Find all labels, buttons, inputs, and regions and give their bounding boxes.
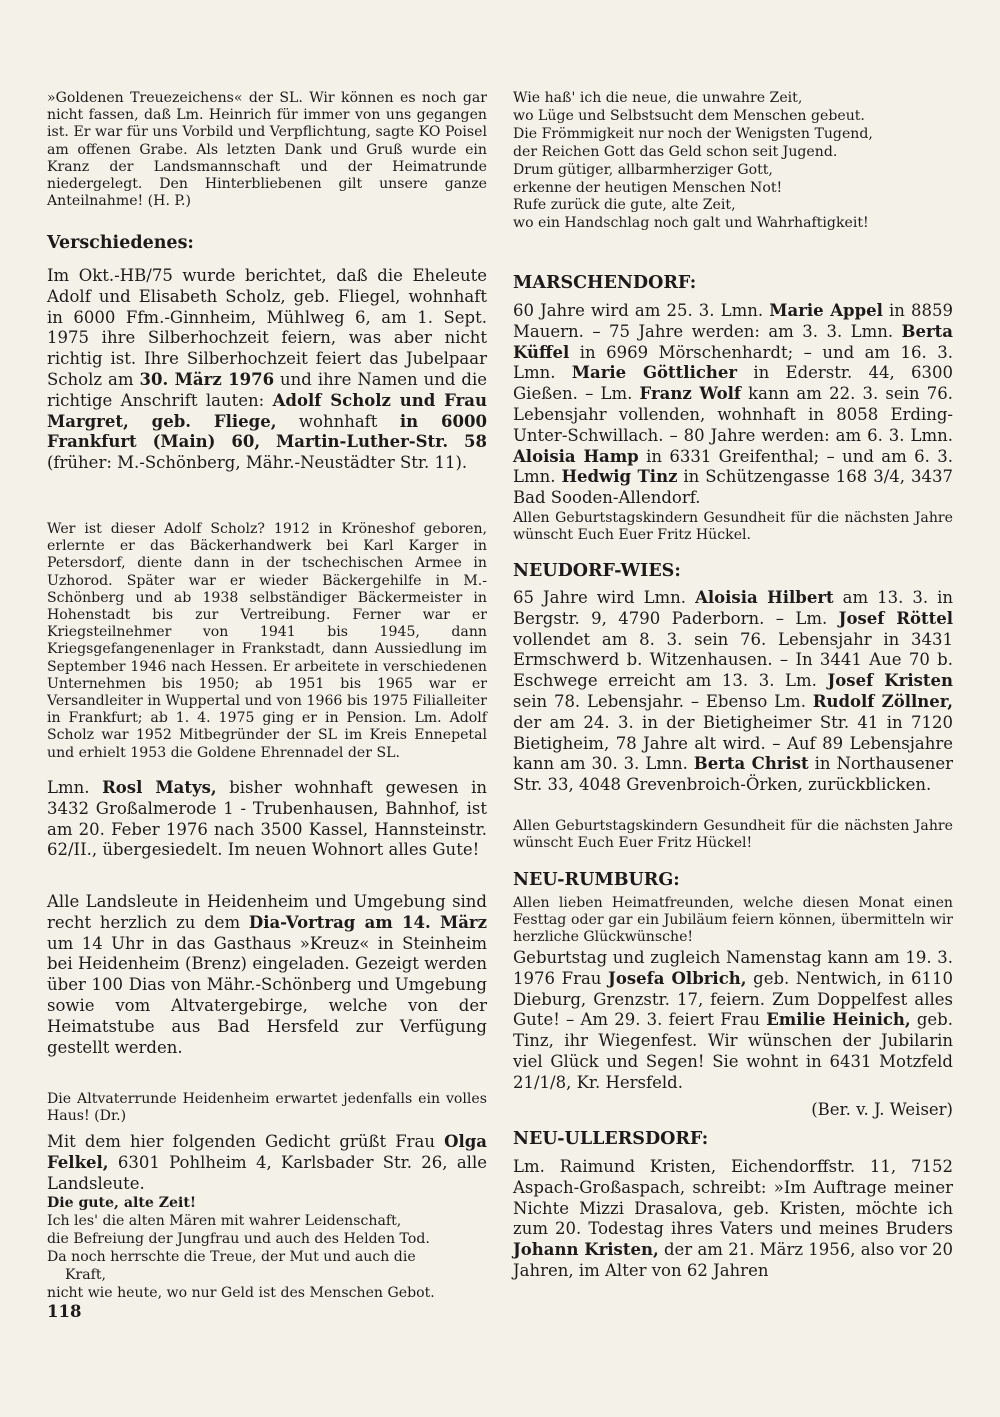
neudorf-wies-paragraph: 65 Jahre wird Lmn. Aloisia Hilbert am 13. 3. in Bergstr. 9, 4790 Paderborn. – Lm. Josef Röttel vollendet am 8. 3. sein 76. Lebensjahr in 3431 Ermschwerd b. Witzenhausen. – In 3441 Aue 70 b. Eschwege erreicht am 13. 3. Lm. Josef Kristen sein 78. Lebensjahr. – Ebenso Lm. Rudolf Zöllner, der am 24. 3. in der Bietigheimer Str. 41 in 7120 Bietigheim, 78 Jahre alt wird. – Auf 89 Lebensjahre kann am 30. 3. Lmn. Berta Christ in Northausener Str. 33, 4048 Grevenbroich-Örken, zurückblicken.: [513, 588, 954, 795]
poem-line: nicht wie heute, wo nur Geld ist des Menschen Gebot.: [47, 1284, 435, 1301]
poem-line: Drum gütiger, allbarmherziger Gott,: [513, 161, 773, 178]
section-heading-verschiedenes: Verschiedenes:: [47, 233, 194, 253]
neudorf-wies-greeting: Allen Geburtstagskindern Gesundheit für die nächsten Jahre wünscht Euch Euer Fritz Hückel!: [513, 818, 953, 852]
section-heading-neu-rumburg: NEU-RUMBURG:: [513, 870, 680, 890]
scholz-biography: Wer ist dieser Adolf Scholz? 1912 in Kröneshof geboren, erlernte er das Bäckerhandwerk bei Karl Karger in Petersdorf, diente dann in der tschechischen Armee in Uzhorod. Später war er wieder Bäckergehilfe in M.-Schönberg und ab 1938 selbständiger Bäckermeister in Hohenstadt bis zur Vertreibung. Ferner war er Kriegsteilnehmer von 1941 bis 1945, dann Kriegsgefangenenlager in Frankstadt, dann Aussiedlung im September 1946 nach Hessen. Er arbeitete in verschiedenen Unternehmen bis 1950; ab 1951 bis 1965 war er Versandleiter in Wuppertal und von 1966 bis 1975 Filialleiter in Frankfurt; ab 1. 4. 1975 ging er in Pension. Lm. Adolf Scholz war 1952 Mitbegründer der SL im Kreis Ennepetal und erhielt 1953 die Goldene Ehrennadel der SL.: [47, 521, 487, 761]
poem-title: Die gute, alte Zeit!: [47, 1195, 197, 1211]
poem-block-right: [513, 90, 953, 233]
marschendorf-greeting: Allen Geburtstagskindern Gesundheit für die nächsten Jahre wünscht Euch Euer Fritz Hückel.: [513, 510, 953, 544]
gedicht-intro: Mit dem hier folgenden Gedicht grüßt Frau Olga Felkel, 6301 Pohlheim 4, Karlsbader Str. 26, alle Landsleute.: [47, 1132, 487, 1193]
section-heading-marschendorf: MARSCHENDORF:: [513, 273, 697, 293]
dia-vortrag-note: Die Altvaterrunde Heidenheim erwartet jedenfalls ein volles Haus! (Dr.): [47, 1091, 487, 1125]
poem-block-left: [47, 1195, 487, 1302]
neu-rumburg-credit: (Ber. v. J. Weiser): [811, 1100, 953, 1119]
marschendorf-paragraph: 60 Jahre wird am 25. 3. Lmn. Marie Appel in 8859 Mauern. – 75 Jahre werden: am 3. 3. Lmn. Berta Küffel in 6969 Mörschenhardt; – und am 16. 3. Lmn. Marie Göttlicher in Ederstr. 44, 6300 Gießen. – Lm. Franz Wolf kann am 22. 3. sein 76. Lebensjahr vollenden, wohnhaft in 8058 Erding-Unter-Schwillach. – 80 Jahre werden: am 6. 3. Lmn. Aloisia Hamp in 6331 Greifenthal; – und am 6. 3. Lmn. Hedwig Tinz in Schützengasse 168 3/4, 3437 Bad Sooden-Allendorf.: [513, 301, 954, 508]
section-heading-neudorf-wies: NEUDORF-WIES:: [513, 561, 681, 581]
poem-line: der Reichen Gott das Geld schon seit Jugend.: [513, 143, 838, 160]
dia-vortrag-paragraph: Alle Landsleute in Heidenheim und Umgebung sind recht herzlich zu dem Dia-Vortrag am 14. März um 14 Uhr in das Gasthaus »Kreuz« in Steinheim bei Heidenheim (Brenz) eingeladen. Gezeigt werden über 100 Dias von Mähr.-Schönberg und Umgebung sowie vom Altvatergebirge, welche von der Heimatstube aus Bad Hersfeld zur Verfügung gestellt werden.: [47, 892, 487, 1057]
poem-line: Wie haß' ich die neue, die unwahre Zeit,: [513, 90, 803, 106]
poem-line: Die Frömmigkeit nur noch der Wenigsten Tugend,: [513, 125, 873, 142]
obituary-paragraph: »Goldenen Treuezeichens« der SL. Wir können es noch gar nicht fassen, daß Lm. Heinrich für immer von uns gegangen ist. Er war für uns Vorbild und Verpflichtung, sagte KO Poisel am offenen Grabe. Als letzten Dank und Gruß wurde ein Kranz der Landsmannschaft und der Heimatrunde niedergelegt. Den Hinterbliebenen gilt unsere ganze Anteilnahme! (H. P.): [47, 90, 487, 210]
section-heading-neu-ullersdorf: NEU-ULLERSDORF:: [513, 1129, 709, 1149]
poem-line: Da noch herrschte die Treue, der Mut und auch die: [47, 1248, 416, 1265]
neu-rumburg-greeting: Allen lieben Heimatfreunden, welche diesen Monat einen Festtag oder gar ein Jubiläum feiern können, übermitteln wir herzliche Glückwünsche!: [513, 895, 953, 946]
neu-ullersdorf-paragraph: Lm. Raimund Kristen, Eichendorffstr. 11, 7152 Aspach-Großaspach, schreibt: »Im Auftrage meiner Nichte Mizzi Drasalova, geb. Kristen, möchte ich zum 20. Todestag ihres Vaters und meines Bruders Johann Kristen, der am 21. März 1956, also vor 20 Jahren, im Alter von 62 Jahren: [513, 1157, 953, 1280]
scholz-paragraph: Im Okt.-HB/75 wurde berichtet, daß die Eheleute Adolf und Elisabeth Scholz, geb. Fliegel, wohnhaft in 6000 Ffm.-Ginnheim, Mühlweg 6, am 1. Sept. 1975 ihre Silberhochzeit feiern, was aber nicht richtig ist. Ihre Silberhochzeit feiert das Jubelpaar Scholz am 30. März 1976 und ihre Namen und die richtige Anschrift lauten: Adolf Scholz und Frau Margret, geb. Fliege, wohnhaft in 6000 Frankfurt (Main) 60, Martin-Luther-Str. 58 (früher: M.-Schönberg, Mähr.-Neustädter Str. 11).: [47, 266, 487, 473]
poem-line: Kraft,: [65, 1266, 107, 1283]
poem-line: wo Lüge und Selbstsucht dem Menschen gebeut.: [513, 107, 865, 124]
matys-paragraph: Lmn. Rosl Matys, bisher wohnhaft gewesen in 3432 Großalmerode 1 - Trubenhausen, Bahnhof, ist am 20. Feber 1976 nach 3500 Kassel, Hannsteinstr. 62/II., übergesiedelt. Im neuen Wohnort alles Gute!: [47, 778, 488, 860]
poem-line: erkenne der heutigen Menschen Not!: [513, 179, 783, 196]
page-number: 118: [47, 1302, 82, 1321]
poem-line: die Befreiung der Jungfrau und auch des Helden Tod.: [47, 1230, 430, 1247]
poem-line: wo ein Handschlag noch galt und Wahrhaftigkeit!: [513, 215, 869, 232]
poem-line: Ich les' die alten Mären mit wahrer Leidenschaft,: [47, 1212, 402, 1229]
poem-line: Rufe zurück die gute, alte Zeit,: [513, 197, 736, 214]
neu-rumburg-paragraph: Geburtstag und zugleich Namenstag kann am 19. 3. 1976 Frau Josefa Olbrich, geb. Nentwich, in 6110 Dieburg, Grenzstr. 17, feiern. Zum Doppelfest alles Gute! – Am 29. 3. feiert Frau Emilie Heinich, geb. Tinz, ihr Wiegenfest. Wir wünschen der Jubilarin viel Glück und Segen! Sie wohnt in 6431 Motzfeld 21/1/8, Kr. Hersfeld.: [513, 948, 954, 1092]
